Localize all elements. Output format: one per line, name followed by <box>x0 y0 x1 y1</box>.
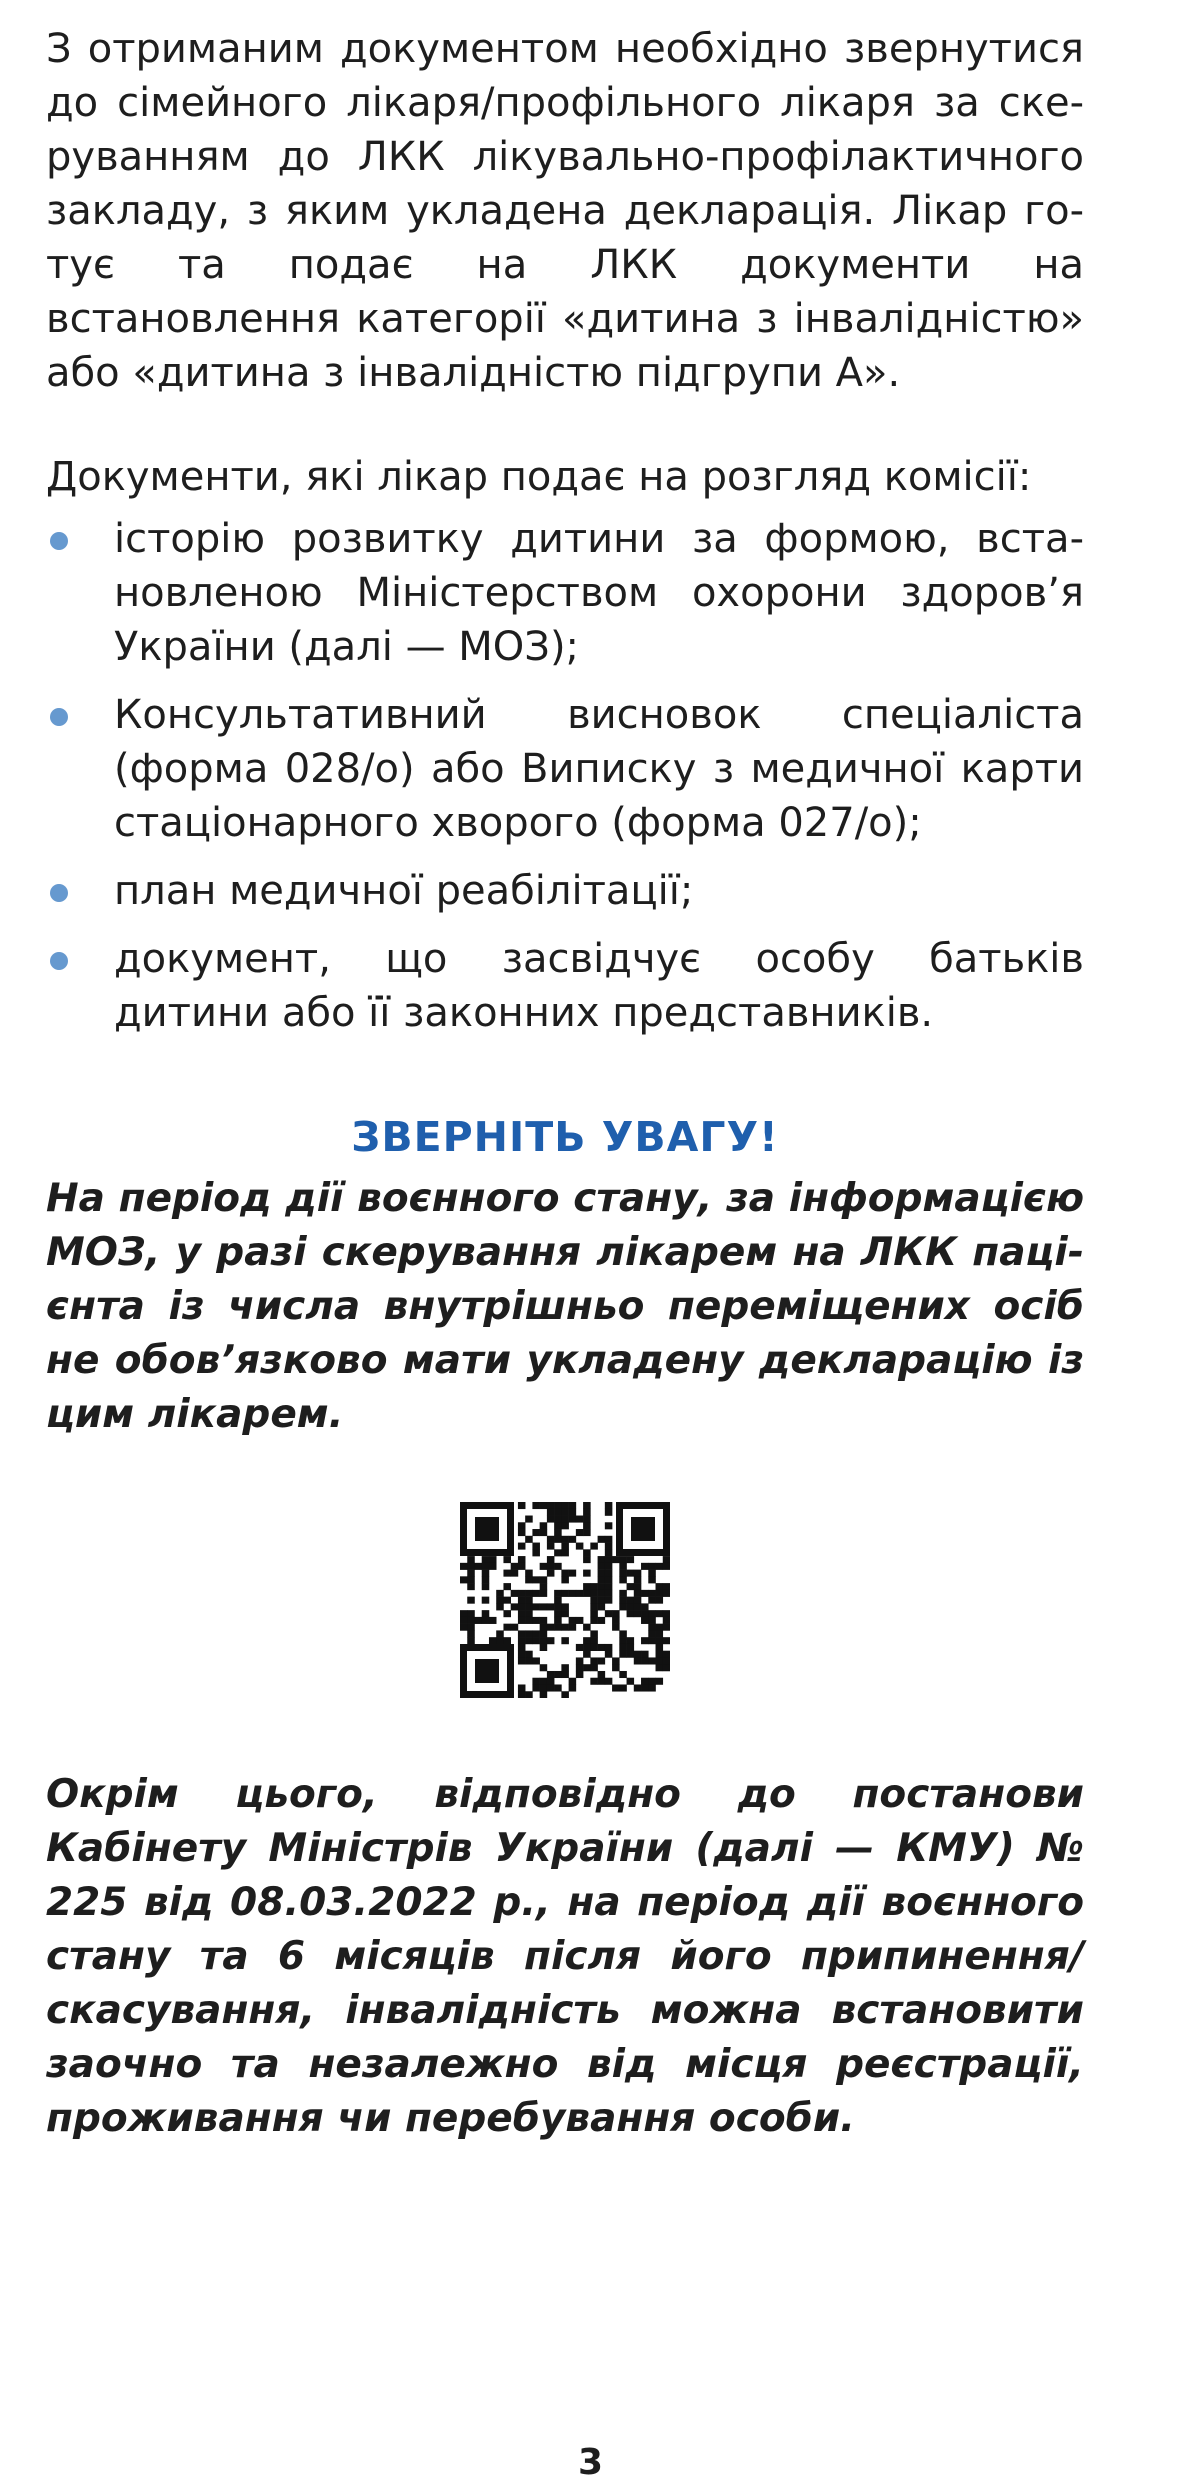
list-item-text: історію розвитку дитини за формою, встановленою Міністерством охорони здоров’я України (далі — МОЗ); <box>114 516 1084 670</box>
attention-heading: ЗВЕРНІТЬ УВАГУ! <box>351 1113 779 1161</box>
bullet-dot-icon <box>50 952 68 970</box>
intro-paragraph: З отриманим документом необхідно звернутися до сімейного лікаря/профільного лікаря за скеруванням до ЛКК лікувально-профілактичного закладу, з яким укладена декларація. Лікар готує та подає на ЛКК документи на встановлення категорії «дитина з інвалідністю» або «дитина з інвалідністю підгрупи А». <box>46 26 1084 396</box>
list-item <box>46 932 1084 1040</box>
documents-list <box>46 512 1084 1040</box>
list-item-text: план медичної реабілітації; <box>114 868 694 914</box>
documents-lead: Документи, які лікар подає на розгляд комісії: <box>46 454 1032 500</box>
list-item <box>46 512 1084 674</box>
note-paragraph: Окрім цього, відповідно до постанови Кабінету Міністрів України (далі — КМУ) № 225 від 08.03.2022 р., на період дії воєнного стану та 6 місяців після його припинення/скасування, інвалідність можна встановити заочно та незалежно від місця реєстрації, проживання чи перебування особи. <box>46 1772 1084 2141</box>
page-content <box>46 22 1084 2146</box>
list-item-text: документ, що засвідчує особу батьків дитини або її законних представників. <box>114 936 1084 1036</box>
bullet-dot-icon <box>50 884 68 902</box>
list-item <box>46 864 1084 918</box>
qr-code-icon[interactable] <box>460 1502 670 1698</box>
list-item <box>46 688 1084 850</box>
attention-text: На період дії воєнного стану, за інформацією МОЗ, у разі скерування лікарем на ЛКК пацієнта із числа внутрішньо переміщених осіб не обов’язково мати укладену декларацію із цим лікарем. <box>46 1176 1084 1437</box>
bullet-dot-icon <box>50 532 68 550</box>
bullet-dot-icon <box>50 708 68 726</box>
page-number: 3 <box>577 2442 604 2483</box>
list-item-text: Консультативний висновок спеціаліста (форма 028/о) або Виписку з медичної карти стаціонарного хворого (форма 027/о); <box>114 692 1084 846</box>
